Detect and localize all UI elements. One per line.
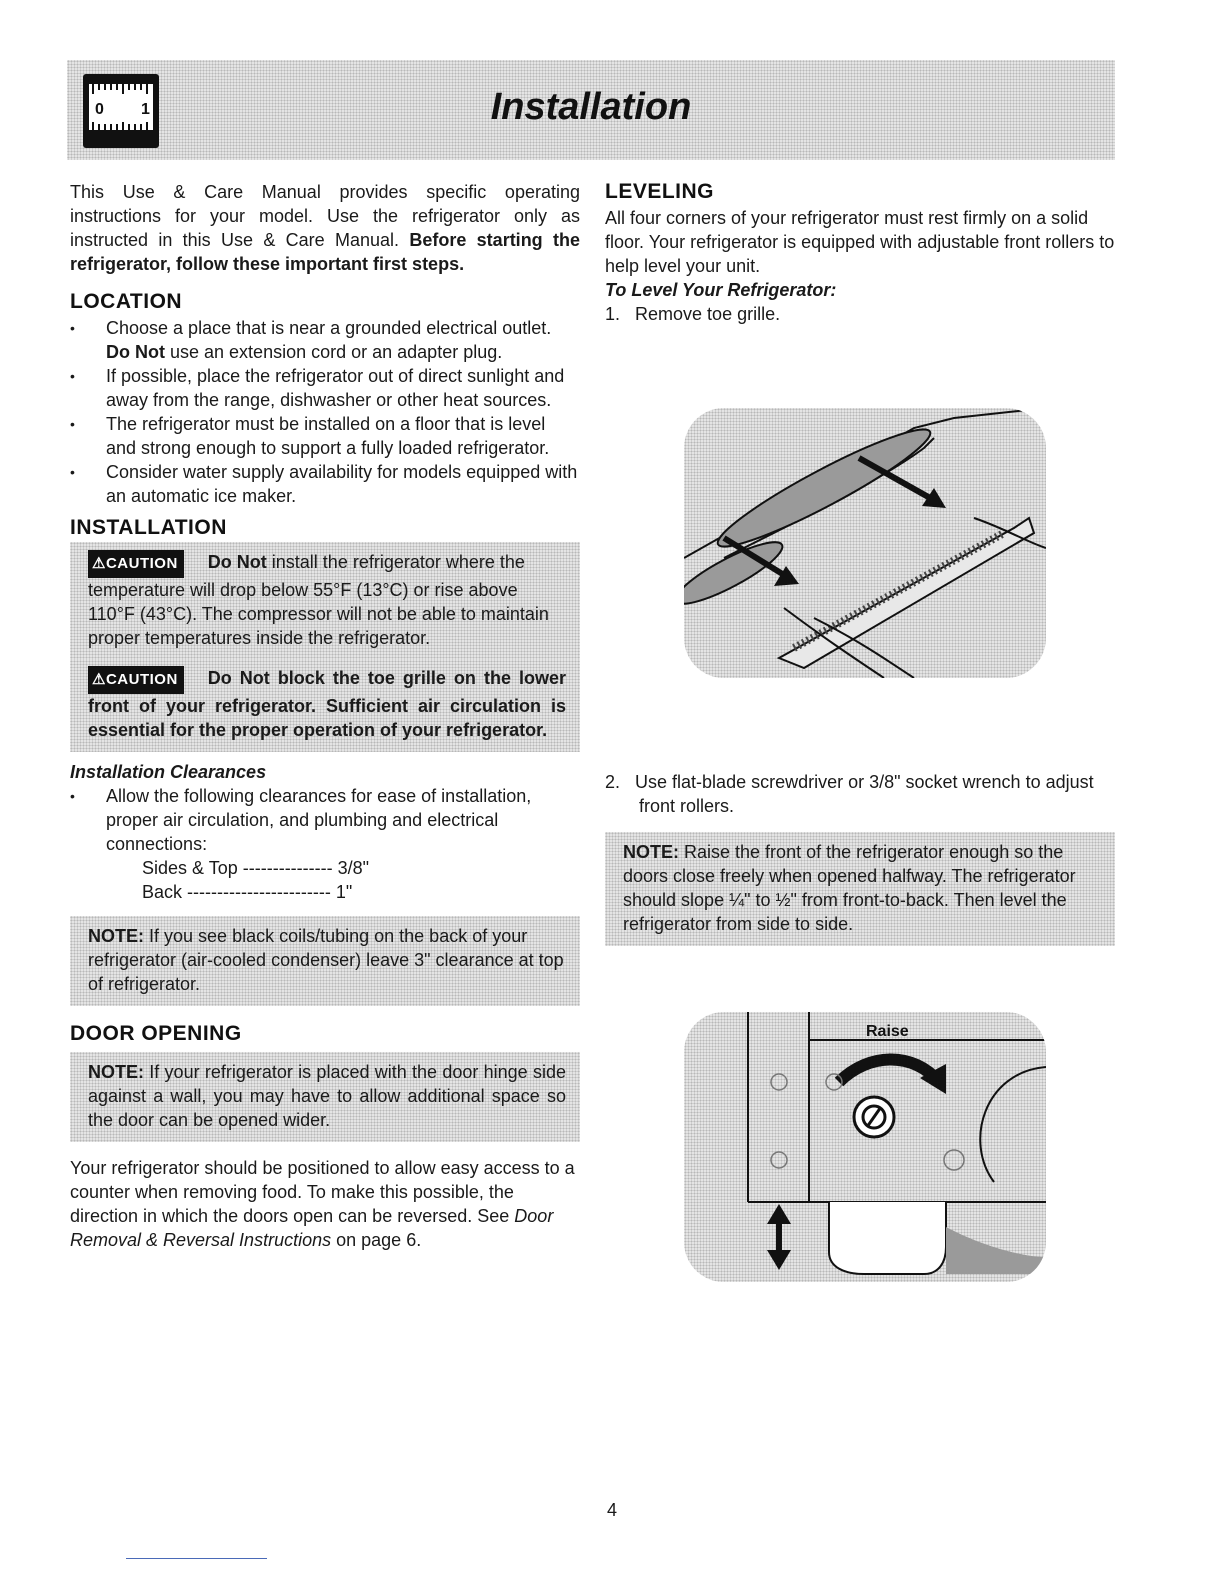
note-text: If your refrigerator is placed with the door hinge side against a wall, you may have to allow additional space so the door can be opened wider.	[88, 1062, 566, 1130]
svg-text:0: 0	[95, 101, 104, 118]
list-item	[70, 784, 580, 856]
clearances-heading: Installation Clearances	[70, 762, 267, 782]
clearance-row: Back ------------------------ 1"	[142, 882, 353, 902]
footer-divider	[126, 1558, 267, 1559]
intro-bold: Before starting the refrigerator, follow these important first steps.	[70, 230, 580, 274]
note-label: NOTE:	[88, 926, 144, 946]
door-opening-body	[70, 1156, 580, 1252]
location-list	[70, 316, 580, 508]
leveling-step-2	[605, 770, 1115, 946]
list-item	[70, 316, 580, 364]
step-2	[605, 770, 1115, 818]
note-text: If you see black coils/tubing on the back of your refrigerator (air-cooled condenser) leave 3" clearance at top of refrigerator.	[88, 926, 564, 994]
body-text: Your refrigerator should be positioned to allow easy access to a counter when removing food. To make this possible, the direction in which the doors open can be reversed. See	[70, 1158, 575, 1226]
note-label: NOTE:	[623, 842, 679, 862]
intro-paragraph	[70, 180, 580, 276]
leveling-body: All four corners of your refrigerator must rest firmly on a solid floor. Your refrigerator is equipped with adjustable front rollers to help level your unit.	[605, 208, 1115, 276]
toe-grille-illustration	[684, 408, 1046, 678]
item-text: Consider water supply availability for models equipped with an automatic ice maker.	[106, 462, 578, 506]
note-box-door	[70, 1052, 580, 1142]
caution-text: Do Not block the toe grille on the lower front of your refrigerator. Sufficient air circulation is essential for the proper operation of your refrigerator.	[88, 668, 566, 740]
note-label: NOTE:	[88, 1062, 144, 1082]
caution-bold: Do Not	[207, 552, 267, 572]
clearances-list	[70, 784, 580, 856]
item-text: If possible, place the refrigerator out of direct sunlight and away from the range, dishwasher or other heat sources.	[106, 366, 565, 410]
body-end: on page 6.	[336, 1230, 422, 1250]
caution-box-temperature	[70, 542, 580, 660]
step-text: Remove toe grille.	[635, 304, 781, 324]
roller-adjustment-illustration	[684, 1012, 1046, 1282]
item-text: The refrigerator must be installed on a floor that is level and strong enough to support a fully loaded refrigerator.	[106, 414, 550, 458]
door-opening-heading: DOOR OPENING	[70, 1022, 242, 1045]
caution-badge: ⚠CAUTION	[88, 666, 184, 694]
list-item	[70, 364, 580, 412]
item-text: Choose a place that is near a grounded electrical outlet.	[106, 318, 552, 338]
caution-badge: ⚠CAUTION	[88, 550, 184, 578]
leveling-heading: LEVELING	[605, 180, 715, 203]
list-item	[70, 460, 580, 508]
step-number: 2.	[605, 772, 621, 792]
right-column	[605, 180, 1115, 326]
installation-heading: INSTALLATION	[70, 516, 227, 539]
warning-icon: ⚠	[92, 555, 106, 572]
caution-box-grille	[70, 660, 580, 752]
raise-label: Raise	[866, 1023, 909, 1040]
page-number: 4	[606, 1500, 617, 1520]
page-title: Installation	[490, 86, 692, 128]
note-box-coils	[70, 916, 580, 1006]
note-box-slope	[605, 832, 1115, 946]
step-number: 1.	[605, 304, 621, 324]
caution-text: install the refrigerator where the temperature will drop below 55°F (13°C) or rise above 110°F (43°C). The compressor will not be able to maintain proper temperatures inside the refrigerator.	[88, 552, 549, 648]
note-text: Raise the front of the refrigerator enough so the doors close freely when opened halfway. The refrigerator should slope ¼" to ½" from front-to-back. Then level the refrigerator from side to side.	[623, 842, 1076, 934]
left-column	[70, 180, 580, 1252]
warning-icon: ⚠	[92, 671, 106, 688]
list-item	[70, 412, 580, 460]
item-rest: use an extension cord or an adapter plug.	[170, 342, 503, 362]
clearance-row: Sides & Top --------------- 3/8"	[142, 858, 370, 878]
item-bold: Do Not	[106, 342, 165, 362]
door-removal-reference: Door Removal & Reversal Instructions	[70, 1206, 554, 1250]
item-text: Allow the following clearances for ease of installation, proper air circulation, and plumbing and electrical connections:	[106, 786, 532, 854]
leveling-subheading: To Level Your Refrigerator:	[605, 280, 837, 300]
step-text: Use flat-blade screwdriver or 3/8" socket wrench to adjust front rollers.	[635, 772, 1094, 816]
header-banner	[67, 60, 1115, 160]
intro-text: This Use & Care Manual provides specific operating instructions for your model. Use the refrigerator only as instructed in this Use & Care Manual.	[70, 182, 580, 250]
location-heading: LOCATION	[70, 290, 183, 313]
step-1	[605, 302, 1115, 326]
svg-text:1: 1	[141, 101, 150, 118]
